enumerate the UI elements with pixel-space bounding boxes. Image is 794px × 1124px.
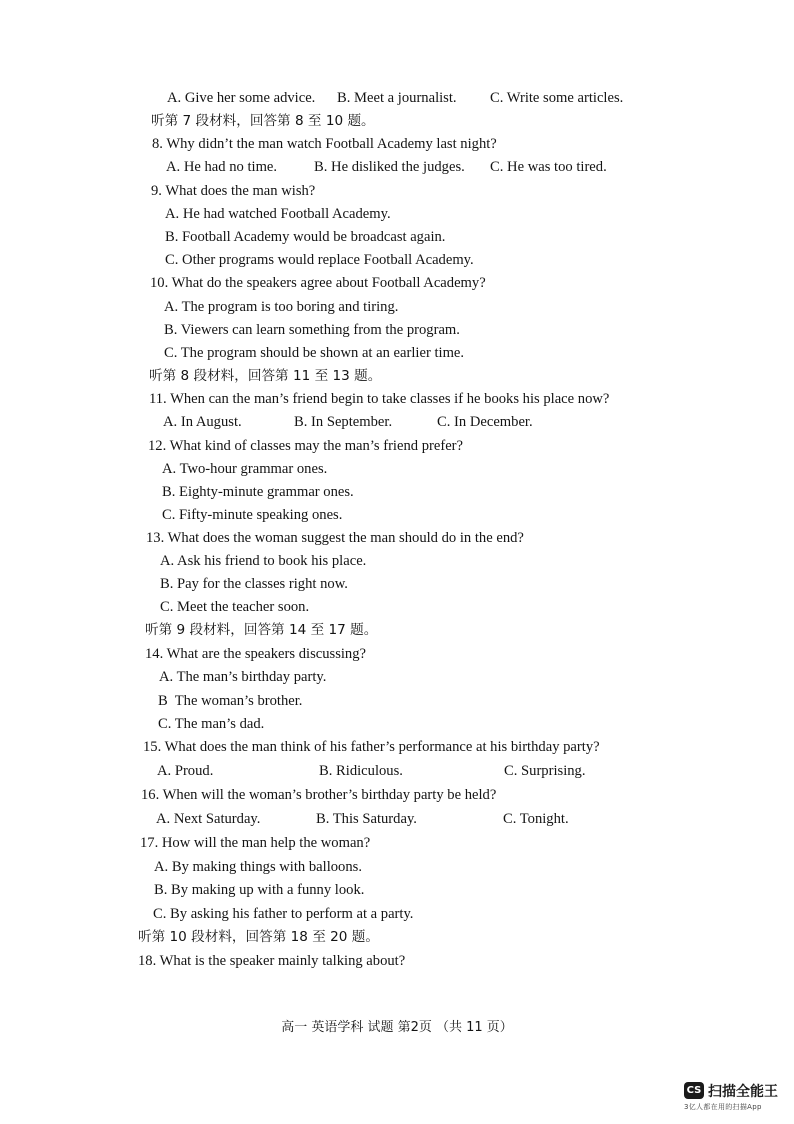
option-a: A. Ask his friend to book his place. (160, 553, 367, 569)
option-a: A. The man’s birthday party. (159, 669, 327, 685)
option-b: B. Viewers can learn something from the program. (164, 322, 460, 338)
watermark-name: 扫描全能王 (708, 1084, 778, 1100)
option-b: B The woman’s brother. (158, 693, 303, 709)
option-b: B. In September. (294, 414, 393, 430)
option-a: A. Proud. (157, 763, 214, 779)
question: 12. What kind of classes may the man’s friend prefer? (148, 438, 464, 454)
option-c: C. The program should be shown at an earlier time. (164, 345, 465, 361)
option-c: C. In December. (437, 414, 533, 430)
camscanner-logo-icon: CS (684, 1082, 704, 1099)
option-c: C. Write some articles. (490, 90, 624, 106)
option-a: A. By making things with balloons. (154, 859, 362, 875)
question: 11. When can the man’s friend begin to take classes if he books his place now? (149, 391, 610, 407)
section-heading: 听第 9 段材料，回答第 14 至 17 题。 (145, 622, 378, 638)
option-c: C. The man’s dad. (158, 716, 265, 732)
scanner-watermark (684, 1079, 788, 1115)
option-c: C. Meet the teacher soon. (160, 599, 310, 615)
option-b: B. Ridiculous. (319, 763, 403, 779)
section-heading: 听第 10 段材料，回答第 18 至 20 题。 (138, 929, 379, 945)
option-c: C. Fifty-minute speaking ones. (162, 507, 343, 523)
option-b: B. Pay for the classes right now. (160, 576, 348, 592)
option-a: A. Give her some advice. (167, 90, 316, 106)
option-a: A. Two-hour grammar ones. (162, 461, 328, 477)
question: 17. How will the man help the woman? (140, 835, 371, 851)
question: 15. What does the man think of his father’s performance at his birthday party? (143, 739, 600, 755)
option-c: C. Tonight. (503, 811, 569, 827)
question: 9. What does the man wish? (151, 183, 316, 199)
page-footer: 高一 英语学科 试题 第2页 （共 11 页） (281, 1020, 513, 1035)
question: 18. What is the speaker mainly talking about? (138, 953, 406, 969)
option-a: A. The program is too boring and tiring. (164, 299, 399, 315)
option-c: C. Surprising. (504, 763, 586, 779)
option-c: C. By asking his father to perform at a party. (153, 906, 414, 922)
question: 13. What does the woman suggest the man should do in the end? (146, 530, 524, 546)
option-c: C. Other programs would replace Football Academy. (165, 252, 474, 268)
option-b: B. This Saturday. (316, 811, 417, 827)
question: 16. When will the woman’s brother’s birthday party be held? (141, 787, 497, 803)
option-a: A. He had watched Football Academy. (165, 206, 391, 222)
option-b: B. Football Academy would be broadcast again. (165, 229, 446, 245)
section-heading: 听第 8 段材料，回答第 11 至 13 题。 (149, 368, 382, 384)
option-b: B. Eighty-minute grammar ones. (162, 484, 354, 500)
section-heading: 听第 7 段材料，回答第 8 至 10 题。 (151, 113, 375, 129)
option-a: A. In August. (163, 414, 242, 430)
question: 8. Why didn’t the man watch Football Academy last night? (152, 136, 497, 152)
option-b: B. He disliked the judges. (314, 159, 465, 175)
option-b: B. By making up with a funny look. (154, 882, 365, 898)
option-c: C. He was too tired. (490, 159, 607, 175)
option-a: A. Next Saturday. (156, 811, 261, 827)
question: 10. What do the speakers agree about Football Academy? (150, 275, 486, 291)
watermark-tagline: 3亿人都在用的扫描App (684, 1103, 762, 1111)
option-b: B. Meet a journalist. (337, 90, 457, 106)
question: 14. What are the speakers discussing? (145, 646, 367, 662)
option-a: A. He had no time. (166, 159, 278, 175)
